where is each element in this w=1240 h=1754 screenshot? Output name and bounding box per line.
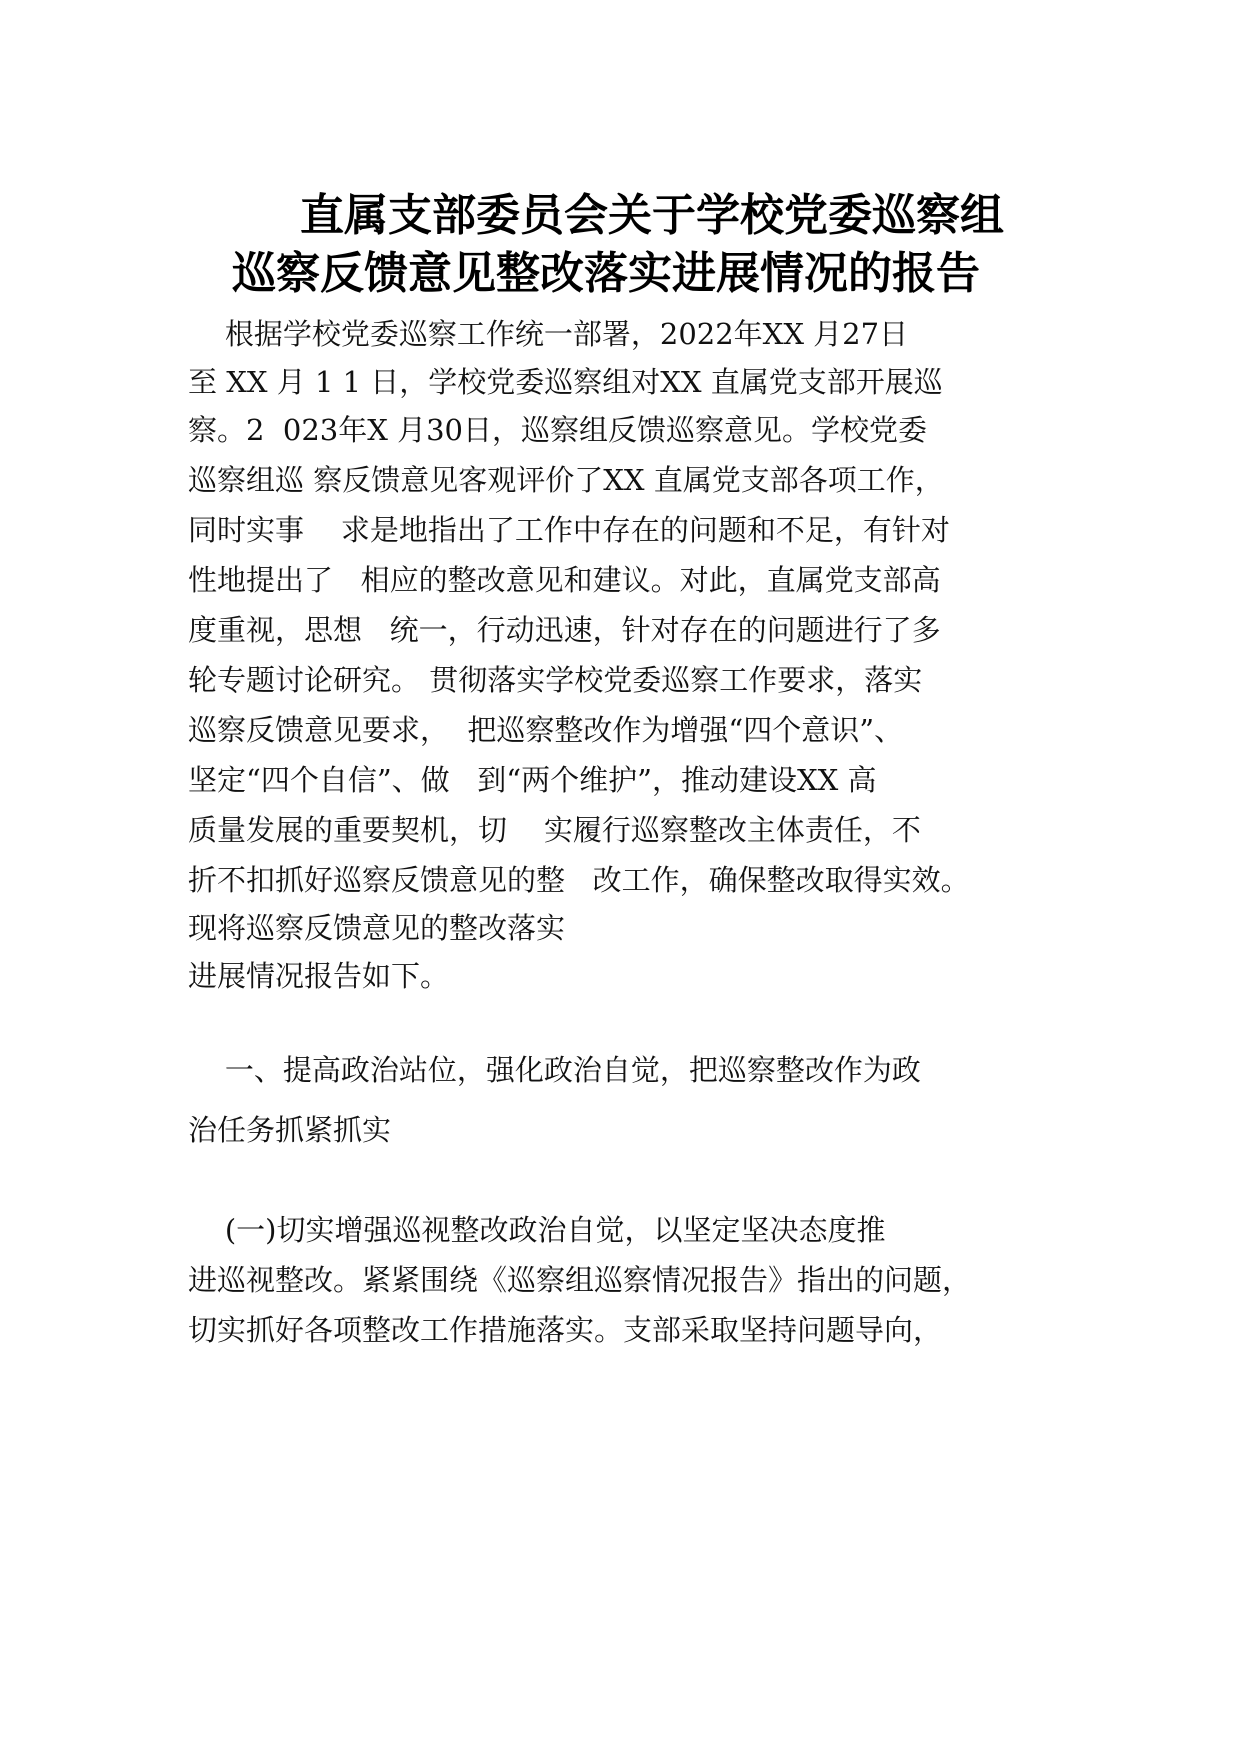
paragraph-line: 轮专题讨论研究。 贯彻落实学校党委巡察工作要求，落实	[188, 663, 923, 697]
document-title-line-2: 巡察反馈意见整改落实进展情况的报告	[232, 248, 980, 299]
paragraph-line: 质量发展的重要契机，切 实履行巡察整改主体责任，不	[188, 813, 921, 847]
document-title-line-1: 直属支部委员会关于学校党委巡察组	[300, 190, 1004, 241]
paragraph-line: (一)切实增强巡视整改政治自觉，以坚定坚决态度推	[188, 1213, 886, 1247]
paragraph-line: 进巡视整改。紧紧围绕《巡察组巡察情况报告》指出的问题，	[188, 1263, 972, 1297]
section-heading-line: 一、提高政治站位，强化政治自觉，把巡察整改作为政	[188, 1053, 921, 1087]
paragraph-line: 切实抓好各项整改工作措施落实。支部采取坚持问题导向，	[188, 1313, 943, 1347]
paragraph-line: 察。2 023年X 月30日，巡察组反馈巡察意见。学校党委	[188, 413, 928, 447]
paragraph-line: 至 XX 月 1 1 日，学校党委巡察组对XX 直属党支部开展巡	[188, 365, 943, 399]
paragraph-line: 坚定“四个自信”、做 到“两个维护”，推动建设XX 高	[188, 763, 877, 797]
paragraph-line: 巡察反馈意见要求， 把巡察整改作为增强“四个意识”、	[188, 713, 904, 747]
paragraph-line: 度重视，思想 统一，行动迅速，针对存在的问题进行了多	[188, 613, 941, 647]
paragraph-line: 现将巡察反馈意见的整改落实	[188, 911, 566, 945]
paragraph-line: 性地提出了 相应的整改意见和建议。对此，直属党支部高	[188, 563, 941, 597]
paragraph-line: 根据学校党委巡察工作统一部署，2022年XX 月27日	[188, 317, 909, 351]
paragraph-line: 折不扣抓好巡察反馈意见的整 改工作，确保整改取得实效。	[188, 863, 970, 897]
paragraph-line: 巡察组巡 察反馈意见客观评价了XX 直属党支部各项工作，	[188, 463, 944, 497]
paragraph-line: 同时实事 求是地指出了工作中存在的问题和不足，有针对	[188, 513, 950, 547]
section-heading-line: 治任务抓紧抓实	[188, 1113, 392, 1147]
paragraph-line: 进展情况报告如下。	[188, 959, 450, 993]
